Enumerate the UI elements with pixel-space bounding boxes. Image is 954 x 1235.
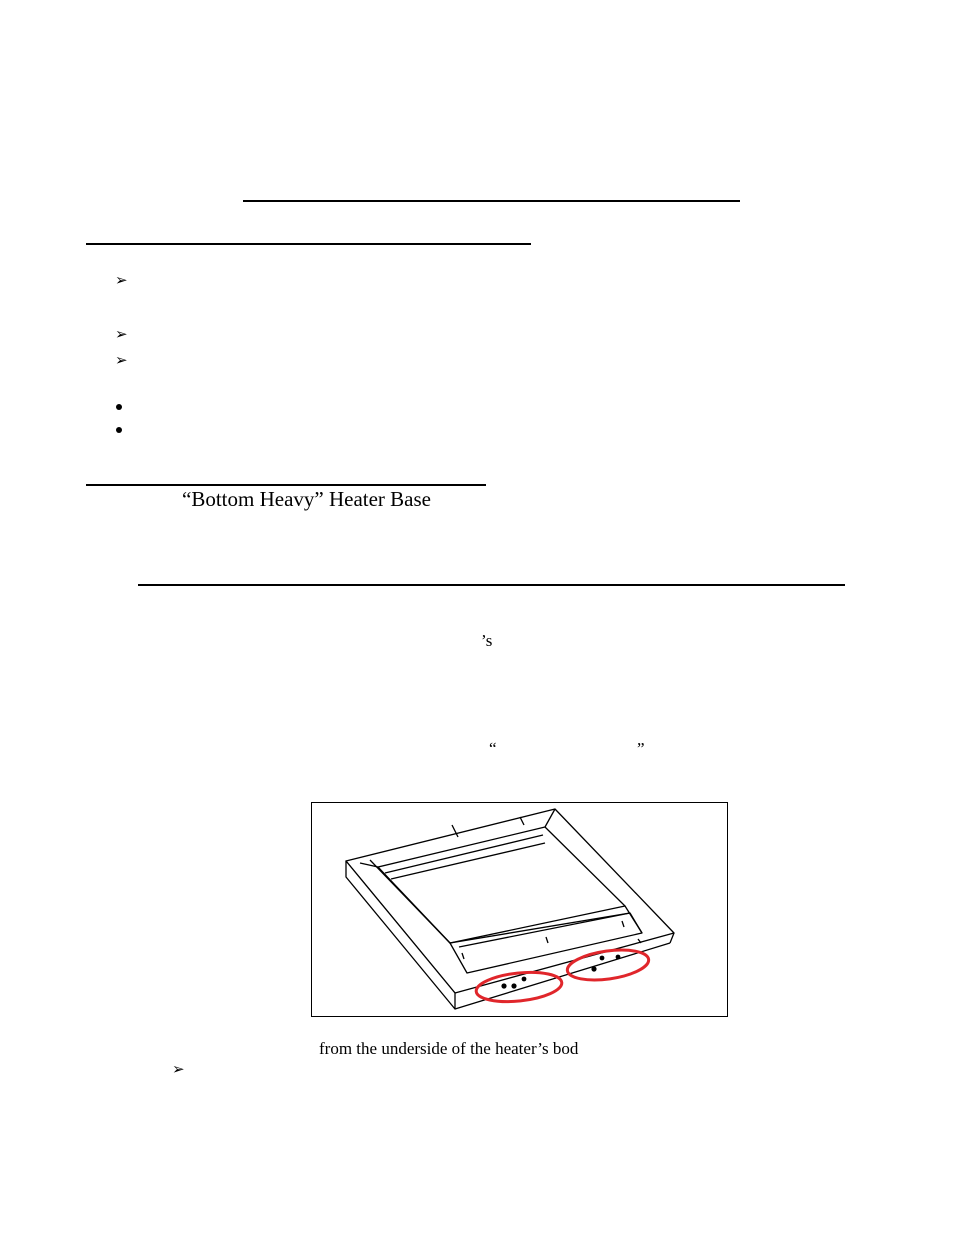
mounting-hole [501,983,506,988]
arrowhead-bullet-icon: ➢ [115,325,128,343]
heading-underline-3 [138,584,845,586]
heater-base-figure [311,802,728,1017]
round-bullet-icon [116,404,122,410]
section-label: “Bottom Heavy” Heater Base [182,487,431,511]
heading-underline-1 [86,243,531,245]
mounting-hole [511,983,516,988]
mounting-hole [522,977,527,982]
mounting-hole [591,966,596,971]
figure-caption: from the underside of the heater’s bod [319,1039,579,1058]
mounting-hole [616,955,621,960]
round-bullet-icon [116,427,122,433]
open-quote: “ [489,739,497,758]
arrowhead-bullet-icon: ➢ [172,1060,185,1078]
close-quote: ” [637,739,645,758]
frame-top-outline [346,809,674,993]
mounting-hole [600,956,605,961]
text-fragment: ’s [481,631,493,650]
heater-base-drawing [312,803,727,1016]
title-underline [243,200,740,202]
arrowhead-bullet-icon: ➢ [115,351,128,369]
heading-underline-2 [86,484,486,486]
arrowhead-bullet-icon: ➢ [115,271,128,289]
